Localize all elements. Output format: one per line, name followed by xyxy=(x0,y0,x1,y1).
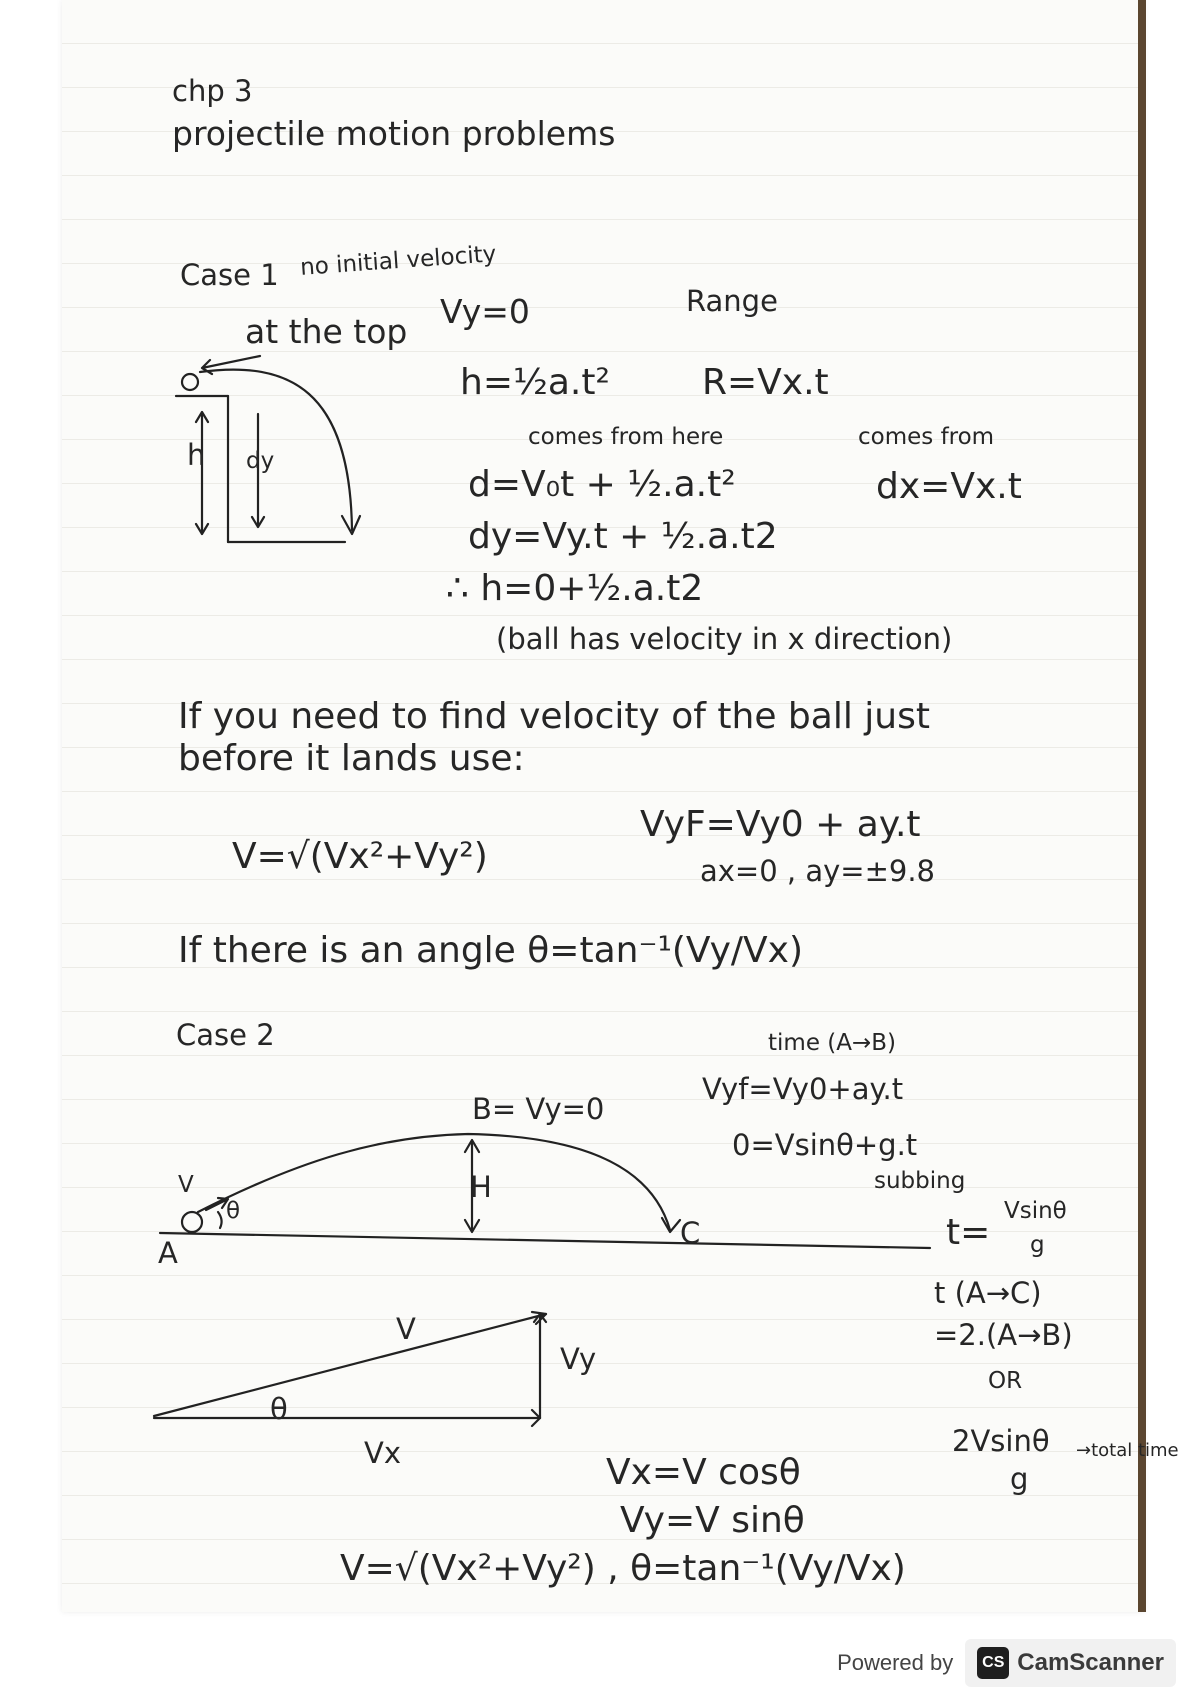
velocity-accel: ax=0 , ay=±9.8 xyxy=(700,854,935,888)
page-binding-edge xyxy=(1138,0,1146,1612)
ball xyxy=(182,374,198,390)
camscanner-badge xyxy=(965,1639,1176,1687)
case2-t-num: Vsinθ xyxy=(1004,1198,1067,1224)
case2-t-den: g xyxy=(1030,1232,1045,1258)
case1-title: Case 1 xyxy=(180,258,279,292)
velocity-triangle xyxy=(140,1300,560,1440)
case1-dy-formula: dy=Vy.t + ½.a.t2 xyxy=(468,516,778,557)
ground-line xyxy=(160,1233,930,1248)
topic-heading: projectile motion problems xyxy=(172,114,616,153)
camscanner-logo-icon: CS xyxy=(977,1647,1009,1679)
case2-vy-eq: Vy=V sinθ xyxy=(620,1500,805,1541)
angle-arc xyxy=(218,1212,222,1228)
camscanner-brand: CamScanner xyxy=(1017,1649,1164,1676)
case2-a-label: A xyxy=(158,1236,178,1270)
velocity-line1: If you need to find velocity of the ball just xyxy=(178,696,930,737)
ball xyxy=(182,1212,202,1232)
case1-comes-from: comes from xyxy=(858,424,995,450)
case2-t-ac: t (A→C) xyxy=(934,1276,1042,1310)
case2-top-label: B= Vy=0 xyxy=(472,1092,605,1126)
case1-d-formula: d=V₀t + ½.a.t² xyxy=(468,464,736,505)
case2-zero-eq: 0=Vsinθ+g.t xyxy=(732,1128,918,1162)
hypotenuse xyxy=(154,1314,546,1416)
case2-two-den: g xyxy=(1010,1462,1029,1496)
case1-comes-from-here: comes from here xyxy=(528,424,724,450)
case2-total-time: →total time xyxy=(1076,1440,1179,1461)
case1-range-label: Range xyxy=(686,284,778,318)
case2-h-label: H xyxy=(470,1170,492,1204)
case2-two-ab: =2.(A→B) xyxy=(934,1318,1073,1352)
case2-title: Case 2 xyxy=(176,1018,275,1052)
powered-by-text: Powered by xyxy=(837,1650,954,1675)
trajectory xyxy=(198,1134,670,1230)
case1-at-top: at the top xyxy=(245,312,408,351)
triangle-v-label: V xyxy=(396,1312,416,1346)
velocity-vyf-formula: VyF=Vy0 + ay.t xyxy=(640,804,921,845)
chapter-heading: chp 3 xyxy=(172,74,253,108)
velocity-angle-line: If there is an angle θ=tan⁻¹(Vy/Vx) xyxy=(178,930,803,971)
case1-diagram-h: h xyxy=(187,438,206,472)
case2-t-eq: t= xyxy=(946,1212,991,1253)
case2-time-ab: time (A→B) xyxy=(768,1030,897,1056)
triangle-vx-label: Vx xyxy=(364,1436,402,1470)
case1-h-formula: h=½a.t² xyxy=(460,362,610,403)
velocity-arrow xyxy=(206,1198,228,1210)
case1-vy-zero: Vy=0 xyxy=(440,292,530,331)
triangle-theta: θ xyxy=(270,1392,288,1426)
case1-cliff-diagram xyxy=(170,320,400,550)
case2-vx-eq: Vx=V cosθ xyxy=(606,1452,801,1493)
case1-dx-formula: dx=Vx.t xyxy=(876,466,1022,507)
triangle-vy-label: Vy xyxy=(560,1342,597,1376)
case1-subtitle: no initial velocity xyxy=(299,241,498,281)
case2-c-label: C xyxy=(680,1216,701,1250)
trajectory-arrowhead xyxy=(662,1218,680,1232)
camscanner-footer xyxy=(837,1637,1176,1689)
case2-vyf: Vyf=Vy0+ay.t xyxy=(702,1072,904,1106)
case2-subbing: subbing xyxy=(874,1168,966,1194)
case2-two-num: 2Vsinθ xyxy=(952,1424,1050,1458)
velocity-v-formula: V=√(Vx²+Vy²) xyxy=(232,836,488,877)
case2-v-label: V xyxy=(178,1172,194,1198)
trajectory xyxy=(200,370,352,530)
case2-theta: θ xyxy=(226,1198,241,1224)
case2-or: OR xyxy=(988,1368,1023,1394)
velocity-line2: before it lands use: xyxy=(178,738,525,779)
case1-diagram-dy: dy xyxy=(246,448,275,474)
case2-final-eq: V=√(Vx²+Vy²) , θ=tan⁻¹(Vy/Vx) xyxy=(340,1548,906,1589)
case1-r-formula: R=Vx.t xyxy=(702,362,829,403)
case1-ball-note: (ball has velocity in x direction) xyxy=(496,622,953,656)
case1-therefore-h: ∴ h=0+½.a.t2 xyxy=(446,568,704,609)
